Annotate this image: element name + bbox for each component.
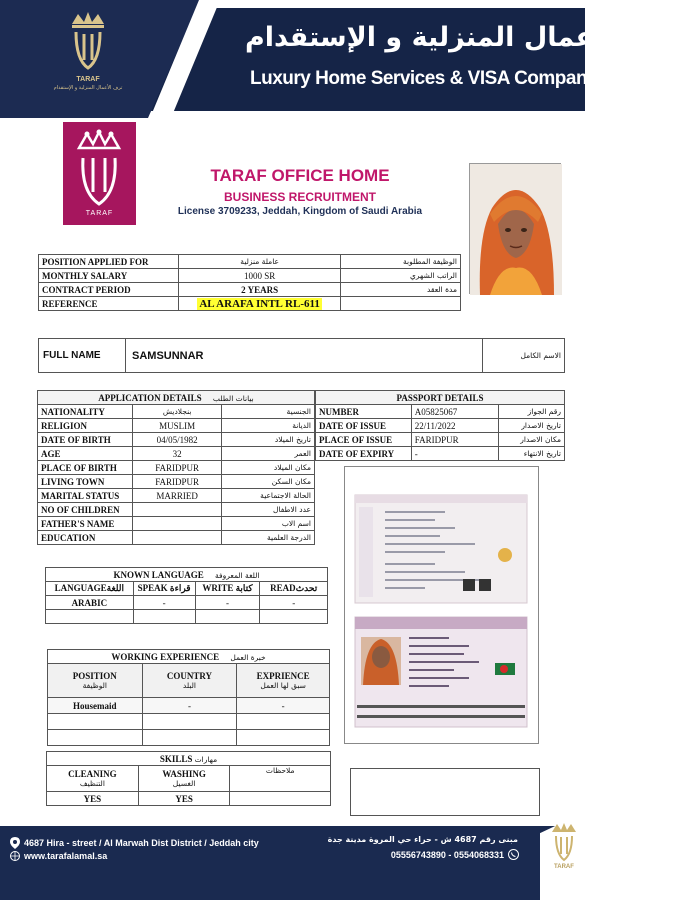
notes-box xyxy=(350,768,540,816)
table-row xyxy=(46,610,328,624)
table-row xyxy=(316,433,565,447)
table-row xyxy=(316,405,565,419)
table-header-row xyxy=(48,650,330,664)
exp-position xyxy=(48,714,143,730)
header-logo-text: TARAF xyxy=(76,76,100,83)
divider xyxy=(482,339,483,372)
table-row xyxy=(39,283,461,297)
crown-logo-icon xyxy=(58,10,118,74)
position-col-header xyxy=(48,664,143,698)
full-name-value: SAMSUNNAR xyxy=(132,350,204,362)
issue-place-label: PLACE OF ISSUE xyxy=(316,433,412,447)
skills-title: SKILLS xyxy=(159,753,193,764)
issue-date-label-ar: تاريخ الاصدار xyxy=(499,419,565,433)
language-write xyxy=(195,610,260,624)
skills-title-ar: مهارات xyxy=(194,754,218,764)
table-header-row xyxy=(47,752,331,766)
footer-website[interactable]: www.tarafalamal.sa xyxy=(24,851,108,861)
notes-col-ar: ملاحظات xyxy=(265,766,295,775)
table-row xyxy=(38,489,315,503)
footer-phones: 05556743890 - 0554068331 xyxy=(390,850,504,860)
children-value xyxy=(132,503,222,517)
write-col-header: WRITE كتابة xyxy=(195,582,260,596)
header-arabic-title: ترف الأعمال المنزلية و الإستقدام xyxy=(245,22,691,53)
living-town-value: FARIDPUR xyxy=(132,475,222,489)
exp-country: - xyxy=(142,698,237,714)
office-subtitle: BUSINESS RECRUITMENT xyxy=(223,190,376,204)
father-label-ar: اسم الاب xyxy=(222,517,315,531)
passport-number-label-ar: رقم الجواز xyxy=(499,405,565,419)
footer-logo-text: TARAF xyxy=(554,864,574,870)
header-logo-arabic: ترف الأعمال المنزلية و الإستقدام xyxy=(53,85,123,91)
nationality-value: بنجلاديش xyxy=(132,405,222,419)
position-label: POSITION APPLIED FOR xyxy=(39,255,179,269)
expiry-value: - xyxy=(411,447,498,461)
language-write: - xyxy=(195,596,260,610)
table-row xyxy=(38,461,315,475)
position-col-en: POSITION xyxy=(72,671,117,681)
experience-title-ar: خبرة العمل xyxy=(230,652,266,662)
contract-label-ar: مدة العقد xyxy=(341,283,461,297)
religion-label-ar: الديانة xyxy=(222,419,315,433)
father-label: FATHER'S NAME xyxy=(38,517,133,531)
cleaning-col-header xyxy=(47,766,139,792)
table-row xyxy=(38,419,315,433)
table-row xyxy=(48,698,330,714)
application-table xyxy=(37,390,315,545)
office-logo-label: TARAF xyxy=(85,210,114,217)
salary-label-ar: الراتب الشهري xyxy=(341,269,461,283)
issue-place-label-ar: مكان الاصدار xyxy=(499,433,565,447)
table-row xyxy=(38,405,315,419)
office-logo xyxy=(63,122,136,225)
position-label-ar: الوظيفة المطلوبة xyxy=(341,255,461,269)
position-value: عاملة منزلية xyxy=(178,255,341,269)
marital-label-ar: الحالة الاجتماعية xyxy=(222,489,315,503)
contract-label: CONTRACT PERIOD xyxy=(39,283,179,297)
language-speak xyxy=(133,610,195,624)
experience-col-ar: سبق لها العمل xyxy=(260,681,306,690)
table-row xyxy=(47,792,331,806)
experience-col-en: EXPRIENCE xyxy=(256,671,310,681)
marital-label: MARITAL STATUS xyxy=(38,489,133,503)
table-row xyxy=(46,596,328,610)
full-name-label-ar: الاسم الكامل xyxy=(520,351,561,360)
table-row xyxy=(38,517,315,531)
language-speak: - xyxy=(133,596,195,610)
office-name: TARAF OFFICE HOME xyxy=(210,166,390,185)
exp-position: Housemaid xyxy=(48,698,143,714)
expiry-label: DATE OF EXPIRY xyxy=(316,447,412,461)
speak-col-header: SPEAK قراءة xyxy=(133,582,195,596)
table-header-row xyxy=(47,766,331,792)
education-label: EDUCATION xyxy=(38,531,133,545)
contract-value: 2 YEARS xyxy=(178,283,341,297)
children-label: NO OF CHILDREN xyxy=(38,503,133,517)
application-title-ar: بيانات الطلب xyxy=(212,393,254,403)
religion-value: MUSLIM xyxy=(132,419,222,433)
reference-cell xyxy=(178,297,341,311)
reference-label-ar xyxy=(341,297,461,311)
language-col-header: LANGUAGEاللغة xyxy=(46,582,134,596)
table-row xyxy=(38,447,315,461)
religion-label: RELIGION xyxy=(38,419,133,433)
position-col-ar: الوظيفة xyxy=(82,681,107,690)
age-label-ar: العمر xyxy=(222,447,315,461)
cleaning-value: YES xyxy=(47,792,139,806)
full-name-label: FULL NAME xyxy=(43,350,101,361)
salary-value: 1000 SR xyxy=(178,269,341,283)
whatsapp-icon xyxy=(508,849,519,860)
living-town-label: LIVING TOWN xyxy=(38,475,133,489)
footer-address-ar: مبنى رقم 4687 ش - حراء حي المروة مدينة جدة xyxy=(327,835,518,844)
exp-duration xyxy=(237,714,330,730)
exp-country xyxy=(142,730,237,746)
exp-country xyxy=(142,714,237,730)
application-header xyxy=(38,391,315,405)
footer xyxy=(0,826,585,900)
table-row xyxy=(48,714,330,730)
washing-value: YES xyxy=(138,792,230,806)
exp-duration xyxy=(237,730,330,746)
table-row xyxy=(38,503,315,517)
country-col-en: COUNTRY xyxy=(166,671,213,681)
language-name: ARABIC xyxy=(46,596,134,610)
washing-col-header xyxy=(138,766,230,792)
passport-scan xyxy=(344,466,539,744)
birthplace-value: FARIDPUR xyxy=(132,461,222,475)
reference-label: REFERENCE xyxy=(39,297,179,311)
header-logo-caption xyxy=(52,76,124,92)
passport-number-label: NUMBER xyxy=(316,405,412,419)
nationality-label: NATIONALITY xyxy=(38,405,133,419)
crown-icon xyxy=(71,128,128,208)
table-row xyxy=(316,419,565,433)
age-value: 32 xyxy=(132,447,222,461)
exp-duration: - xyxy=(237,698,330,714)
father-value xyxy=(132,517,222,531)
passport-title: PASSPORT DETAILS xyxy=(316,391,565,405)
read-col-header: READتحدث xyxy=(260,582,328,596)
salary-label: MONTHLY SALARY xyxy=(39,269,179,283)
table-row xyxy=(38,475,315,489)
table-header-row xyxy=(38,391,315,405)
notes-value xyxy=(230,792,331,806)
notes-col-header xyxy=(230,766,331,792)
full-name-box xyxy=(38,338,565,373)
cleaning-col-en: CLEANING xyxy=(68,769,117,779)
office-license: License 3709233, Jeddah, Kingdom of Saudi Arabia xyxy=(177,206,423,217)
exp-position xyxy=(48,730,143,746)
living-town-label-ar: مكان السكن xyxy=(222,475,315,489)
cleaning-col-ar: التنظيف xyxy=(79,779,105,788)
reference-value: AL ARAFA INTL RL-611 xyxy=(199,297,320,310)
country-col-header xyxy=(142,664,237,698)
table-header-row xyxy=(46,568,328,582)
passport-number-value: A05825067 xyxy=(411,405,498,419)
language-title-ar: اللغة المعروفة xyxy=(214,570,260,580)
passport-table xyxy=(315,390,565,461)
children-label-ar: عدد الاطفال xyxy=(222,503,315,517)
divider xyxy=(125,339,126,372)
language-table xyxy=(45,567,328,624)
washing-col-ar: الغسيل xyxy=(172,779,196,788)
skills-header xyxy=(47,752,331,766)
issue-date-label: DATE OF ISSUE xyxy=(316,419,412,433)
application-title: APPLICATION DETAILS xyxy=(98,392,202,403)
experience-table xyxy=(47,649,330,746)
table-row xyxy=(38,531,315,545)
nationality-label-ar: الجنسية xyxy=(222,405,315,419)
education-value xyxy=(132,531,222,545)
issue-date-value: 22/11/2022 xyxy=(411,419,498,433)
age-label: AGE xyxy=(38,447,133,461)
experience-title: WORKING EXPERIENCE xyxy=(111,651,220,662)
birthplace-label: PLACE OF BIRTH xyxy=(38,461,133,475)
table-row xyxy=(316,447,565,461)
marital-value: MARRIED xyxy=(132,489,222,503)
birthplace-label-ar: مكان الميلاد xyxy=(222,461,315,475)
dob-label-ar: تاريخ الميلاد xyxy=(222,433,315,447)
table-row xyxy=(39,255,461,269)
footer-address: 4687 Hira - street / Al Marwah Dist District / Jeddah city xyxy=(24,838,259,848)
experience-col-header xyxy=(237,664,330,698)
table-header-row xyxy=(316,391,565,405)
skills-table xyxy=(46,751,331,806)
table-header-row xyxy=(46,582,328,596)
expiry-label-ar: تاريخ الانتهاء xyxy=(499,447,565,461)
experience-header xyxy=(48,650,330,664)
issue-place-value: FARIDPUR xyxy=(411,433,498,447)
dob-value: 04/05/1982 xyxy=(132,433,222,447)
table-row xyxy=(39,297,461,311)
country-col-ar: البلد xyxy=(182,681,196,690)
globe-icon xyxy=(10,851,20,861)
table-row xyxy=(39,269,461,283)
language-title: KNOWN LANGUAGE xyxy=(113,569,204,580)
table-header-row xyxy=(48,664,330,698)
washing-col-en: WASHING xyxy=(162,769,206,779)
location-pin-icon xyxy=(10,837,20,849)
language-header xyxy=(46,568,328,582)
candidate-photo xyxy=(469,163,561,294)
language-name xyxy=(46,610,134,624)
position-table xyxy=(38,254,461,311)
dob-label: DATE OF BIRTH xyxy=(38,433,133,447)
table-row xyxy=(48,730,330,746)
language-read: - xyxy=(260,596,328,610)
footer-crown-logo-icon xyxy=(548,822,580,862)
header-english-title: Luxury Home Services & VISA Company xyxy=(250,68,598,89)
table-row xyxy=(38,433,315,447)
education-label-ar: الدرجة العلمية xyxy=(222,531,315,545)
passport-image xyxy=(345,467,538,743)
language-read xyxy=(260,610,328,624)
